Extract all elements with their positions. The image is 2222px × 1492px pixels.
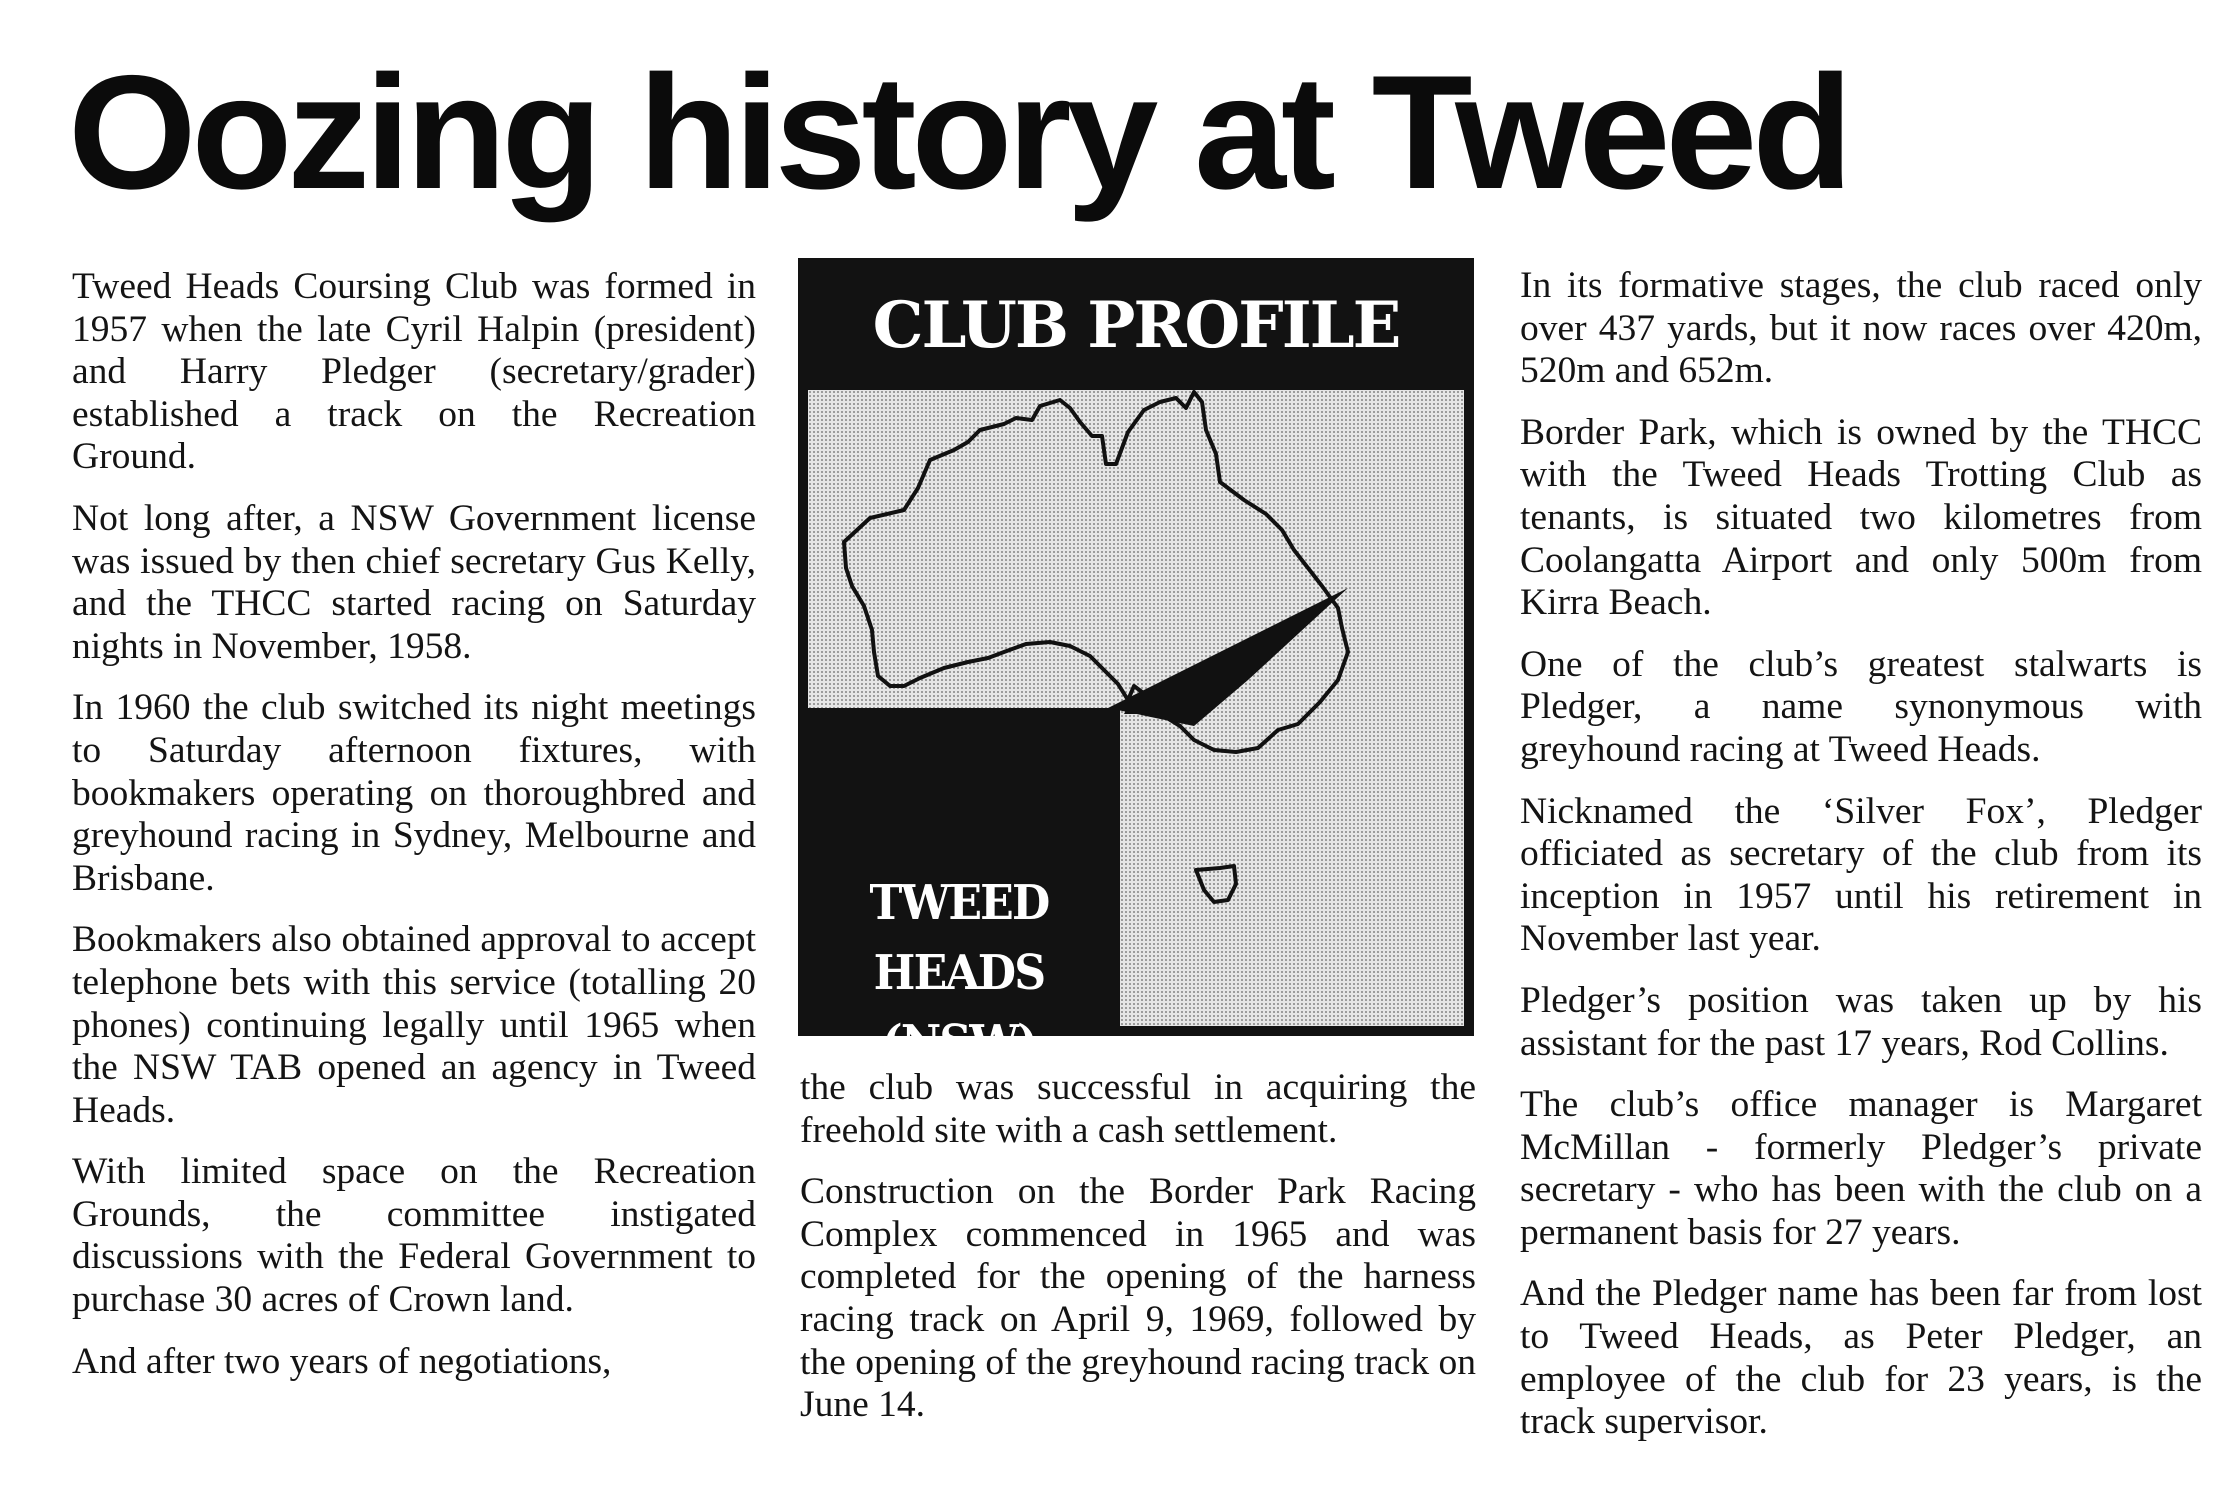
location-name: TWEED HEADS bbox=[869, 875, 1049, 1001]
paragraph: Nicknamed the ‘Silver Fox’, Pledger officiated as secretary of the club from its inception in 1957 until his retirement in November last year. bbox=[1520, 790, 2202, 960]
article-column-2 bbox=[800, 1067, 1476, 1446]
club-profile-box bbox=[798, 258, 1474, 1071]
paragraph: With limited space on the Recreation Grounds, the committee instigated discussions with the Federal Government to purchase 30 acres of Crown land. bbox=[72, 1151, 756, 1321]
article-column-1 bbox=[72, 266, 756, 1402]
paragraph: Construction on the Border Park Racing Complex commenced in 1965 and was completed for the opening of the harness racing track on April 9, 1969, followed by the opening of the greyhound racing track on June 14. bbox=[800, 1171, 1476, 1426]
paragraph: Bookmakers also obtained approval to accept telephone bets with this service (totalling 20 phones) continuing legally until 1965 when the NSW TAB opened an agency in Tweed Heads. bbox=[72, 919, 756, 1131]
paragraph: The club’s office manager is Margaret McMillan - formerly Pledger’s private secretary - who has been with the club on a permanent basis for 27 years. bbox=[1520, 1084, 2202, 1253]
article-column-3 bbox=[1520, 265, 2202, 1463]
paragraph: Border Park, which is owned by the THCC with the Tweed Heads Trotting Club as tenants, is situated two kilometres from Coolangatta Airport and only 500m from Kirra Beach. bbox=[1520, 411, 2202, 624]
paragraph: Not long after, a NSW Government license was issued by then chief secretary Gus Kelly, and the THCC started racing on Saturday nights in November, 1958. bbox=[72, 497, 756, 667]
paragraph: And after two years of negotiations, bbox=[72, 1340, 612, 1382]
paragraph: Tweed Heads Coursing Club was formed in 1957 when the late Cyril Halpin (president) and Harry Pledger (secretary/grader) established a track on the Recreation Ground. bbox=[72, 266, 756, 478]
paragraph: the club was successful in acquiring the freehold site with a cash settlement. bbox=[800, 1067, 1476, 1151]
paragraph: In its formative stages, the club raced only over 437 yards, but it now races over 420m, 520m and 652m. bbox=[1520, 265, 2202, 392]
paragraph: And the Pledger name has been far from lost to Tweed Heads, as Peter Pledger, an employee of the club for 23 years, is the track supervisor. bbox=[1520, 1273, 2202, 1443]
headline: Oozing history at Tweed bbox=[68, 42, 1849, 223]
paragraph: In 1960 the club switched its night meetings to Saturday afternoon fixtures, with bookmakers operating on thoroughbred and greyhound racing in Sydney, Melbourne and Brisbane. bbox=[72, 687, 756, 899]
paragraph: Pledger’s position was taken up by his assistant for the past 17 years, Rod Collins. bbox=[1520, 979, 2202, 1064]
location-state: (NSW) bbox=[881, 1015, 1037, 1071]
paragraph: One of the club’s greatest stalwarts is Pledger, a name synonymous with greyhound racing at Tweed Heads. bbox=[1520, 643, 2202, 770]
club-profile-title: CLUB PROFILE bbox=[872, 288, 1400, 363]
location-label bbox=[811, 868, 1107, 1071]
